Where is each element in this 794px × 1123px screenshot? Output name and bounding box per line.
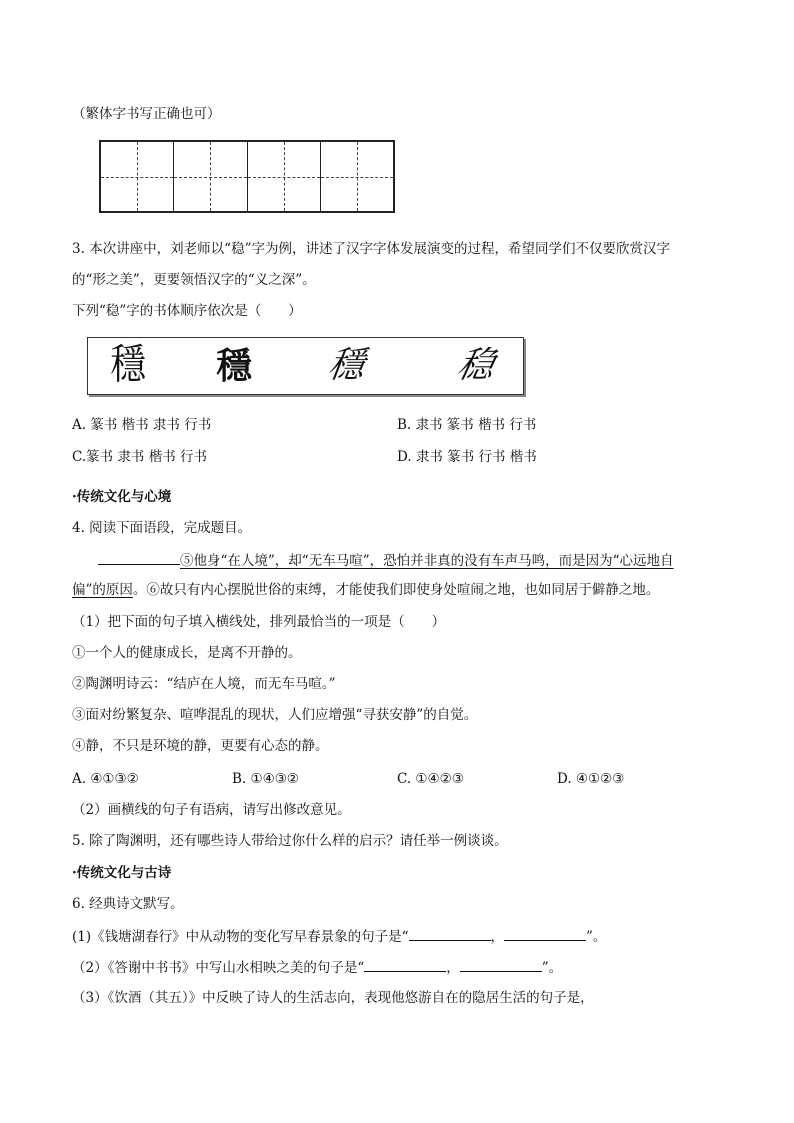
q6-item1-text: (1)《钱塘湖春行》中从动物的变化写早春景象的句子是“	[72, 929, 409, 945]
section-heading-mood: ·传统文化与心境	[72, 489, 172, 505]
q3-line1: 3. 本次讲座中，刘老师以“稳”字为例，讲述了汉字字体发展演变的过程，希望同学们不仅要欣赏汉字	[72, 241, 670, 257]
separator: ，	[490, 929, 505, 945]
fill-blank[interactable]	[98, 550, 180, 565]
grid-cell[interactable]	[101, 142, 174, 211]
q4-option-c[interactable]: C. ①④②③	[397, 771, 464, 787]
note-traditional-chars: （繁体字书写正确也可）	[72, 106, 221, 122]
q6-item2	[72, 957, 562, 978]
q5: 5. 除了陶渊明，还有哪些诗人带给过你什么样的启示？请任举一例谈谈。	[72, 833, 508, 849]
sentence-1: ①一个人的健康成长，是离不开静的。	[72, 645, 302, 661]
q3-prompt: 下列“稳”字的书体顺序依次是（ ）	[72, 303, 302, 319]
q3-option-b[interactable]: B. 隶书 篆书 楷书 行书	[397, 417, 537, 433]
q6-item2-text: （2）《答谢中书书》中写山水相映之美的句子是“	[72, 960, 365, 976]
fill-blank[interactable]	[504, 926, 586, 941]
q4-option-d[interactable]: D. ④①②③	[557, 771, 625, 787]
seal-script-glyph: 穩	[110, 341, 147, 389]
q4-sub2: （2）画横线的句子有语病，请写出修改意见。	[72, 802, 351, 818]
separator: ，	[446, 960, 460, 976]
regular-script-glyph: 穩	[216, 345, 253, 387]
fill-blank[interactable]	[409, 926, 491, 941]
q4-para-line1	[72, 550, 674, 571]
q4-option-b[interactable]: B. ①④③②	[232, 771, 299, 787]
closing-quote: ”。	[541, 960, 563, 976]
clerical-script-glyph: 穩	[325, 345, 367, 386]
running-script-glyph: 稳	[453, 345, 499, 386]
q6-title: 6. 经典诗文默写。	[72, 896, 184, 912]
q4-title: 4. 阅读下面语段，完成题目。	[72, 520, 252, 536]
sentence-2: ②陶渊明诗云：“结庐在人境，而无车马喧。”	[72, 676, 336, 692]
q4-sub1: （1）把下面的句子填入横线处，排列最恰当的一项是（ ）	[72, 614, 446, 630]
underlined-sentence: ⑤他身“在人境”，却“无车马喧”，恐怕并非真的没有车声马鸣，而是因为“心远地自	[180, 553, 674, 569]
calligraphy-image	[87, 337, 524, 395]
closing-quote: ”。	[586, 929, 607, 945]
q6-item1	[72, 926, 606, 947]
sentence-4: ④静，不只是环境的静，更要有心态的静。	[72, 738, 329, 754]
grid-cell[interactable]	[174, 142, 247, 211]
fill-blank[interactable]	[460, 957, 542, 972]
q3-option-a[interactable]: A. 篆书 楷书 隶书 行书	[72, 417, 212, 433]
grid-cell[interactable]	[321, 142, 393, 211]
q4-option-a[interactable]: A. ④①③②	[72, 771, 139, 787]
q3-line2: 的“形之美”，更要领悟汉字的“义之深”。	[72, 272, 316, 288]
q6-item3: （3）《饮酒（其五）》中反映了诗人的生活志向，表现他悠游自在的隐居生活的句子是，	[72, 990, 594, 1006]
writing-grid[interactable]	[99, 140, 395, 213]
grid-cell[interactable]	[248, 142, 321, 211]
sentence-3: ③面对纷繁复杂、喧哗混乱的现状，人们应增强“寻获安静”的自觉。	[72, 707, 478, 723]
underlined-sentence-end: 偏”的原因	[72, 582, 133, 598]
fill-blank[interactable]	[364, 957, 446, 972]
q3-option-d[interactable]: D. 隶书 篆书 行书 楷书	[397, 449, 537, 465]
section-heading-poetry: ·传统文化与古诗	[72, 865, 172, 881]
para-rest: 。⑥故只有内心摆脱世俗的束缚，才能使我们即使身处喧闹之地，也如同居于僻静之地。	[132, 582, 660, 598]
q3-option-c[interactable]: C.篆书 隶书 楷书 行书	[72, 449, 208, 465]
q4-para-line2	[72, 580, 659, 600]
